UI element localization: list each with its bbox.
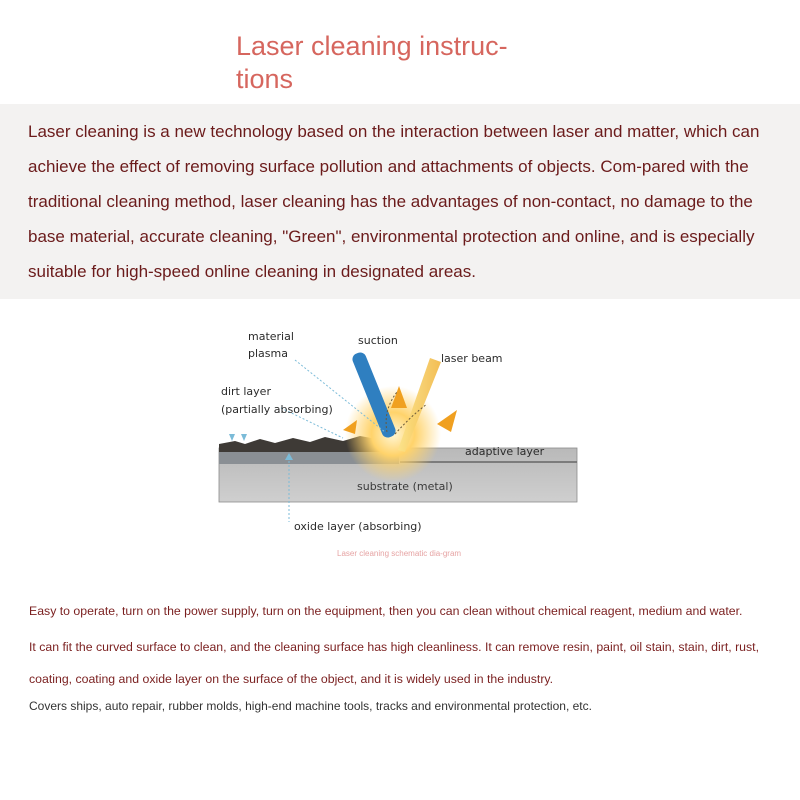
label-material: material — [248, 330, 294, 343]
label-laser-beam: laser beam — [441, 352, 503, 365]
label-dirt-layer: dirt layer — [221, 385, 271, 398]
label-oxide-layer: oxide layer (absorbing) — [294, 520, 422, 533]
label-adaptive-layer: adaptive layer — [465, 445, 545, 458]
laser-cleaning-diagram — [215, 320, 585, 545]
dirt-arrow-2 — [241, 434, 247, 441]
label-substrate: substrate (metal) — [357, 480, 453, 493]
page-title: Laser cleaning instruc-tions — [236, 31, 508, 94]
label-plasma: plasma — [248, 347, 288, 360]
paragraph-operation: Easy to operate, turn on the power supply, turn on the equipment, then you can clean without chemical reagent, medium and water. — [29, 604, 743, 618]
label-dirt-absorbing: (partially absorbing) — [221, 403, 333, 416]
label-suction: suction — [358, 334, 398, 347]
intro-paragraph: Laser cleaning is a new technology based on the interaction between laser and matter, which can achieve the effect of removing surface pollution and attachments of objects. Com-pared with the traditional cleaning method, laser cleaning has the advantages of non-contact, no damage to the base material, accurate cleaning, "Green", environmental protection and online, and is especially suitable for high-speed online cleaning in designated areas. — [28, 122, 760, 281]
paragraph-capability: It can fit the curved surface to clean, and the cleaning surface has high cleanliness. It can remove resin, paint, oil stain, stain, dirt, rust, coating, coating and oxide layer on the surface of the object, and it is widely used in the industry. — [29, 640, 760, 686]
diagram-caption: Laser cleaning schematic dia-gram — [337, 549, 462, 558]
paragraph-applications: Covers ships, auto repair, rubber molds, high-end machine tools, tracks and environmental protection, etc. — [29, 699, 592, 713]
dirt-arrow-1 — [229, 434, 235, 441]
